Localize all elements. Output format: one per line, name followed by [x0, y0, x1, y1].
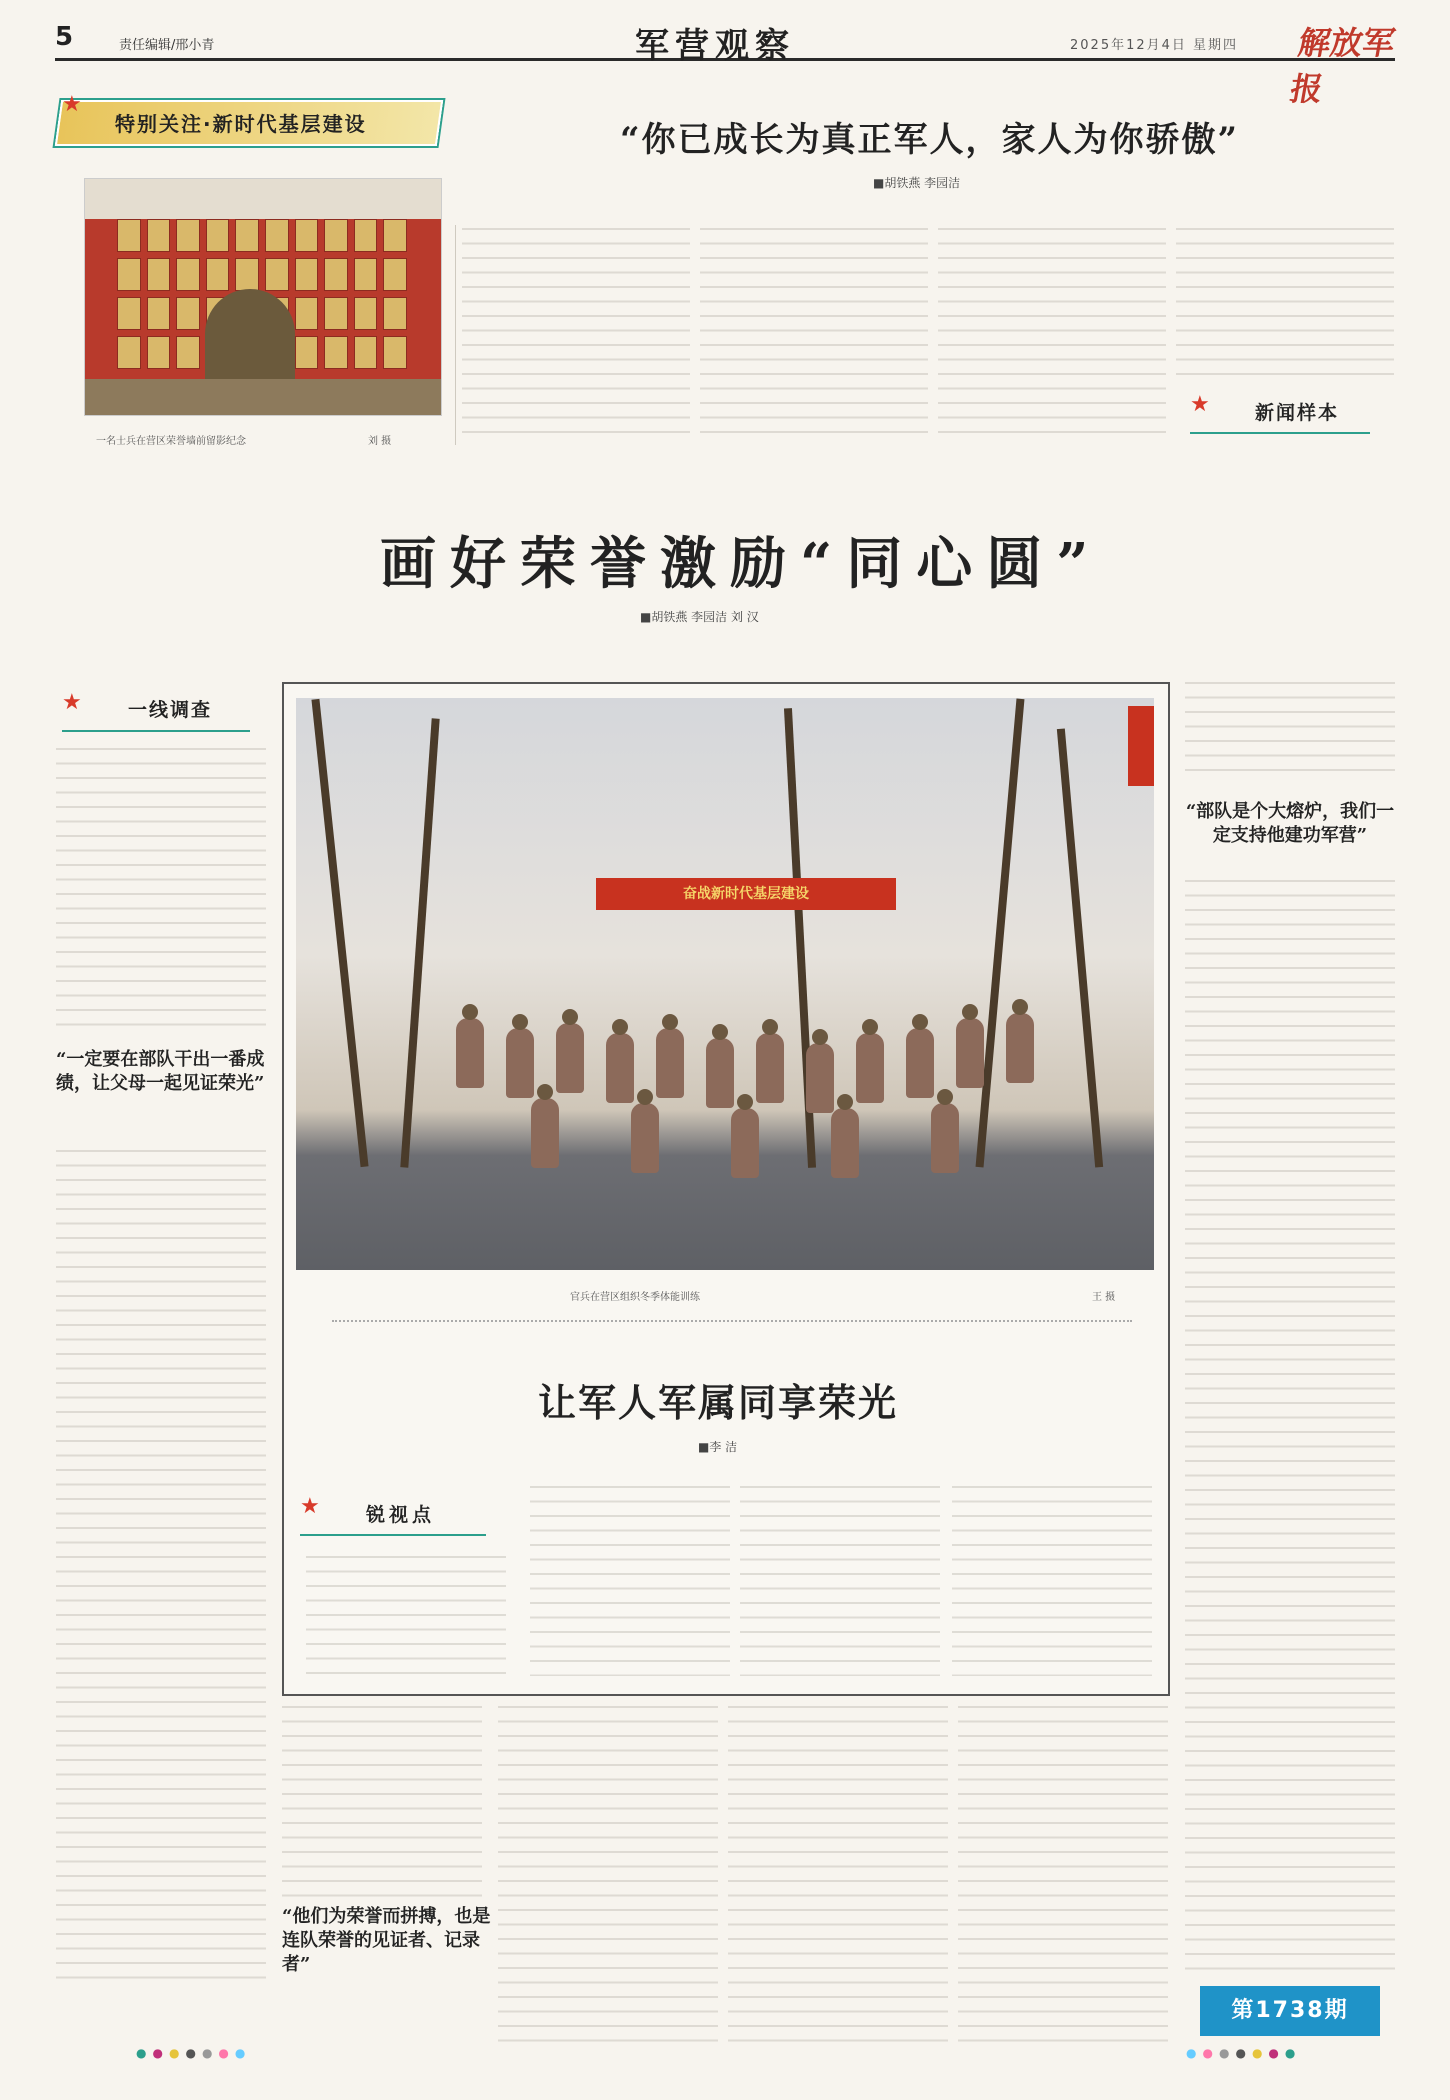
feature-headline: 让军人军属同享荣光	[538, 1380, 899, 1425]
body-text-column	[56, 748, 266, 1038]
feature-photo-credit: 王 摄	[1092, 1292, 1116, 1303]
page-number: 5	[55, 22, 74, 52]
feature-photo-caption: 官兵在营区组织冬季体能训练	[570, 1292, 700, 1303]
story1-byline: ■胡铁燕 李园洁	[873, 176, 961, 190]
story1-photo-credit: 刘 摄	[368, 436, 392, 447]
masthead	[55, 18, 1399, 108]
body-text-column	[700, 228, 928, 443]
story2-byline: ■胡铁燕 李园洁 刘 汉	[640, 610, 759, 624]
divider	[1190, 432, 1370, 434]
star-icon: ★	[62, 92, 82, 117]
training-photo	[296, 698, 1154, 1270]
body-text-column	[740, 1486, 940, 1676]
body-text-column	[958, 1706, 1168, 2046]
issue-number-badge: 第1738期	[1200, 1986, 1380, 2036]
body-text-column	[1185, 880, 1395, 1970]
body-text-column	[462, 228, 690, 443]
issue-date: 2025年12月4日 星期四	[1070, 38, 1239, 53]
body-text-column	[938, 228, 1166, 443]
newspaper-logo: 解放军报	[1287, 24, 1399, 108]
feature-byline: ■李 洁	[698, 1440, 738, 1454]
star-icon: ★	[1190, 392, 1210, 417]
color-registration-dots: ●●●●●●●	[1186, 2046, 1302, 2060]
story1-headline: “你已成长为真正军人，家人为你骄傲”	[620, 120, 1240, 160]
news-sample-label: 新闻样本	[1255, 402, 1340, 424]
right-column-subhead: “部队是个大熔炉，我们一定支持他建功军营”	[1185, 801, 1395, 846]
story1-photo-caption: 一名士兵在营区荣誉墙前留影纪念	[96, 436, 246, 447]
star-icon: ★	[300, 1494, 320, 1519]
special-focus-label: 特别关注·新时代基层建设	[115, 112, 367, 136]
section-title: 军营观察	[635, 26, 795, 66]
body-text-column	[56, 1150, 266, 1980]
star-icon: ★	[62, 690, 82, 715]
survey-subhead-1: “一定要在部队干出一番成绩，让父母一起见证荣光”	[56, 1049, 265, 1094]
editor-credit: 责任编辑/邢小青	[119, 38, 215, 53]
sharp-view-label: 锐视点	[366, 1504, 436, 1526]
survey-label: 一线调查	[128, 699, 213, 721]
divider	[62, 730, 250, 732]
body-text-column	[306, 1556, 506, 1676]
body-text-column	[1176, 228, 1394, 378]
body-text-column	[1185, 682, 1395, 772]
body-text-column	[498, 1706, 718, 2046]
body-text-column	[530, 1486, 730, 1676]
dotted-divider	[332, 1320, 1132, 1322]
body-text-column	[952, 1486, 1152, 1676]
story2-headline: 画好荣誉激励“同心圆”	[380, 531, 1103, 597]
photo-banner: 奋战新时代基层建设	[596, 878, 896, 910]
survey-subhead-2: “他们为荣誉而拼搏，也是连队荣誉的见证者、记录者”	[282, 1906, 491, 1975]
body-text-column	[728, 1706, 948, 2046]
divider	[300, 1534, 486, 1536]
color-registration-dots: ●●●●●●●	[136, 2046, 252, 2060]
column-rule	[455, 225, 456, 445]
honor-wall-photo	[84, 178, 442, 416]
body-text-column	[282, 1706, 482, 1898]
